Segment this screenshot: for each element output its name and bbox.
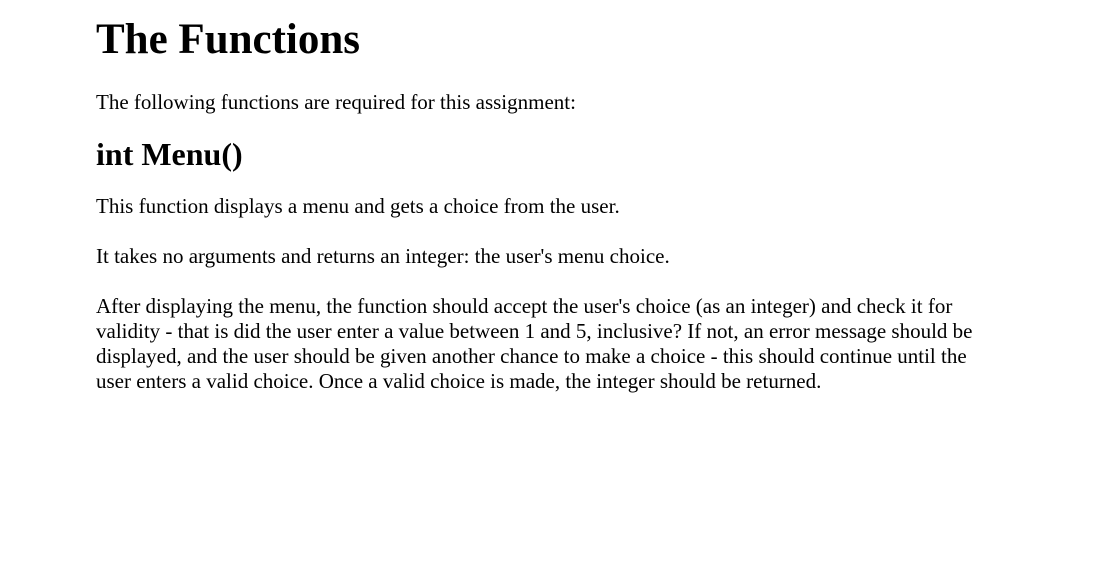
section-menu-function — [96, 135, 1001, 394]
paragraph-validation: After displaying the menu, the function should accept the user's choice (as an integer) and check it for validity - that is did the user enter a value between 1 and 5, inclusive? If not, an error message should be displayed, and the user should be given another chance to make a choice - this should continue until the user enters a valid choice. Once a valid choice is made, the integer should be returned. — [96, 294, 973, 393]
section-heading: int Menu() — [96, 136, 243, 172]
paragraph-signature: It takes no arguments and returns an integer: the user's menu choice. — [96, 244, 670, 268]
paragraph-description: This function displays a menu and gets a choice from the user. — [96, 194, 620, 218]
page-title: The Functions — [96, 16, 361, 63]
intro-paragraph: The following functions are required for this assignment: — [96, 90, 576, 114]
